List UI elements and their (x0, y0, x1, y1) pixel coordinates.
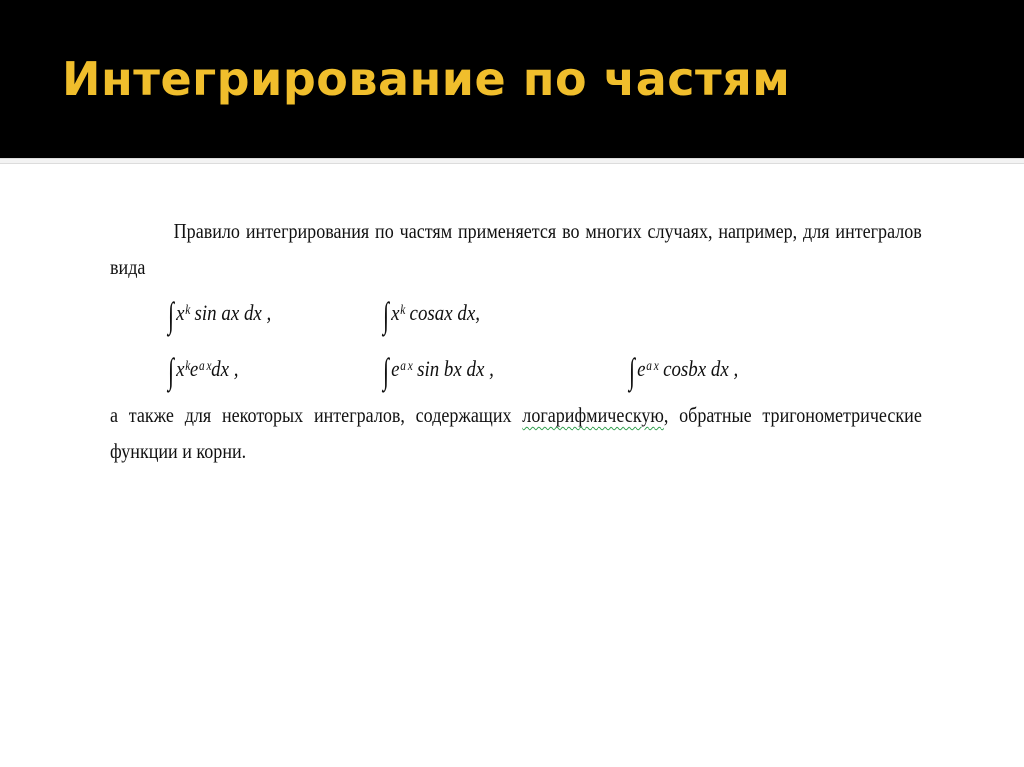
title-bar (0, 0, 1024, 158)
formula-body: eᵃˣ sin bx dx , (391, 356, 494, 381)
outro-paragraph (110, 397, 922, 469)
formula-body: xᵏ sin ax dx , (176, 300, 272, 325)
formula-body: eᵃˣ cosbx dx , (637, 356, 739, 381)
formula-row-1 (110, 285, 922, 341)
intro-paragraph: Правило интегрирования по частям применяется во многих случаях, например, для интегралов вида (110, 219, 922, 279)
outro-text-start: а также для некоторых интегралов, содержащих (110, 403, 523, 427)
formula-body: xᵏ cosax dx, (391, 300, 480, 325)
formula-eax-sin (382, 347, 494, 391)
integral-sign: ∫ (628, 350, 635, 391)
spellcheck-word: логарифмическую (522, 403, 664, 427)
formula-xk-eax (167, 347, 239, 391)
formula-row-2 (110, 341, 922, 397)
formula-eax-cos (628, 347, 738, 391)
slide-body (110, 213, 922, 469)
formula-xk-cos (382, 291, 480, 335)
integral-sign: ∫ (383, 350, 389, 391)
title-divider (0, 158, 1024, 164)
formula-xk-sin (167, 291, 272, 335)
integral-sign: ∫ (383, 294, 389, 335)
formula-body: xᵏeᵃˣdx , (176, 356, 239, 381)
slide-title: Интегрирование по частям (62, 52, 791, 106)
outro-text-end: , обратные тригонометрические функции и корни. (110, 403, 922, 463)
integral-sign: ∫ (168, 350, 174, 391)
integral-sign: ∫ (168, 294, 174, 335)
